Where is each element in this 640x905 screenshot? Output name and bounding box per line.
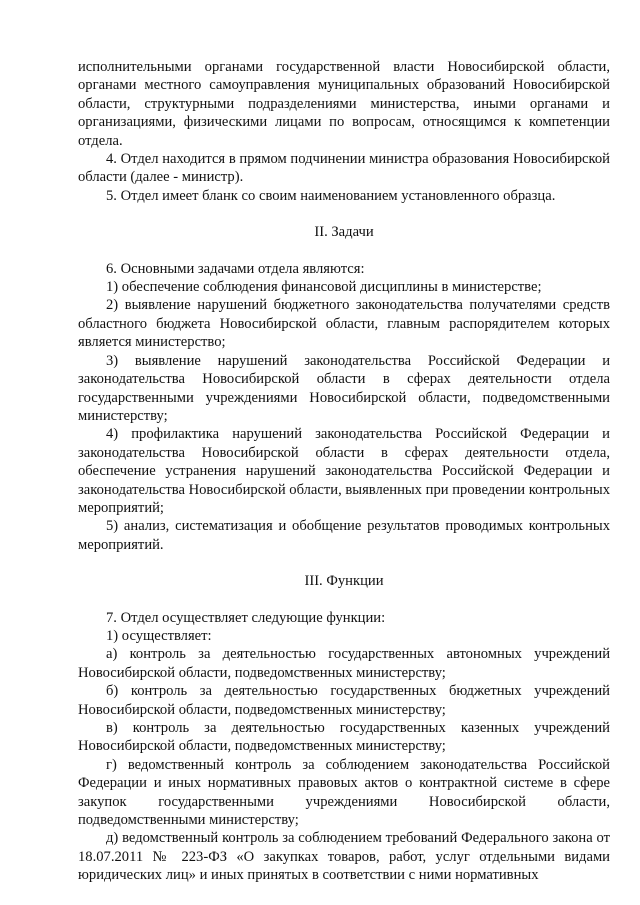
- paragraph-function-b: б) контроль за деятельностью государственных бюджетных учреждений Новосибирской области, подведомственных министерству;: [78, 683, 610, 718]
- paragraph-item-5: 5. Отдел имеет бланк со своим наименованием установленного образца.: [106, 187, 556, 204]
- paragraph-task-2: 2) выявление нарушений бюджетного законодательства получателями средств областного бюджета Новосибирской области, главным распорядителем которых является министерство;: [78, 297, 610, 351]
- paragraph-function-d: д) ведомственный контроль за соблюдением требований Федерального закона от 18.07.2011 № 223-ФЗ «О закупках товаров, работ, услуг отдельными видами юридических лиц» и иных принятых в соответствии с ними нормативных: [78, 830, 610, 884]
- paragraph-item-4: 4. Отдел находится в прямом подчинении министра образования Новосибирской области (далее - министр).: [78, 151, 610, 186]
- paragraph-function-1: 1) осуществляет:: [106, 627, 212, 644]
- paragraph-function-g: г) ведомственный контроль за соблюдением законодательства Российской Федерации и иных нормативных правовых актов о контрактной системе в сфере закупок государственными учреждениями Новосибирской области, подведомственными министерству;: [78, 756, 610, 829]
- paragraph-item-6: 6. Основными задачами отдела являются:: [106, 260, 365, 277]
- section-heading-tasks: II. Задачи: [314, 224, 374, 241]
- paragraph-function-a: а) контроль за деятельностью государственных автономных учреждений Новосибирской области, подведомственных министерству;: [78, 646, 610, 681]
- paragraph-task-3: 3) выявление нарушений законодательства Российской Федерации и законодательства Новосибирской области в сферах деятельности отдела государственными учреждениями Новосибирской области, подведомственными министерству;: [78, 352, 610, 424]
- paragraph-task-4: 4) профилактика нарушений законодательства Российской Федерации и законодательства Новосибирской области в сферах деятельности отдела, обеспечение устранения нарушений законодательства Российской Федерации и законодательства Новосибирской области, выявленных при проведении контрольных мероприятий;: [78, 426, 610, 516]
- paragraph-continuation: исполнительными органами государственной власти Новосибирской области, органами местного самоуправления муниципальных образований Новосибирской области, структурными подразделениями министерства, иными органами и организациями, физическими лицами по вопросам, относящимся к компетенции отдела.: [78, 59, 610, 149]
- section-heading-functions: III. Функции: [304, 573, 384, 590]
- paragraph-item-7: 7. Отдел осуществляет следующие функции:: [106, 609, 386, 626]
- paragraph-function-v: в) контроль за деятельностью государственных казенных учреждений Новосибирской области, подведомственных министерству;: [78, 720, 610, 755]
- paragraph-task-5: 5) анализ, систематизация и обобщение результатов проводимых контрольных мероприятий.: [78, 518, 610, 553]
- paragraph-task-1: 1) обеспечение соблюдения финансовой дисциплины в министерстве;: [106, 279, 542, 296]
